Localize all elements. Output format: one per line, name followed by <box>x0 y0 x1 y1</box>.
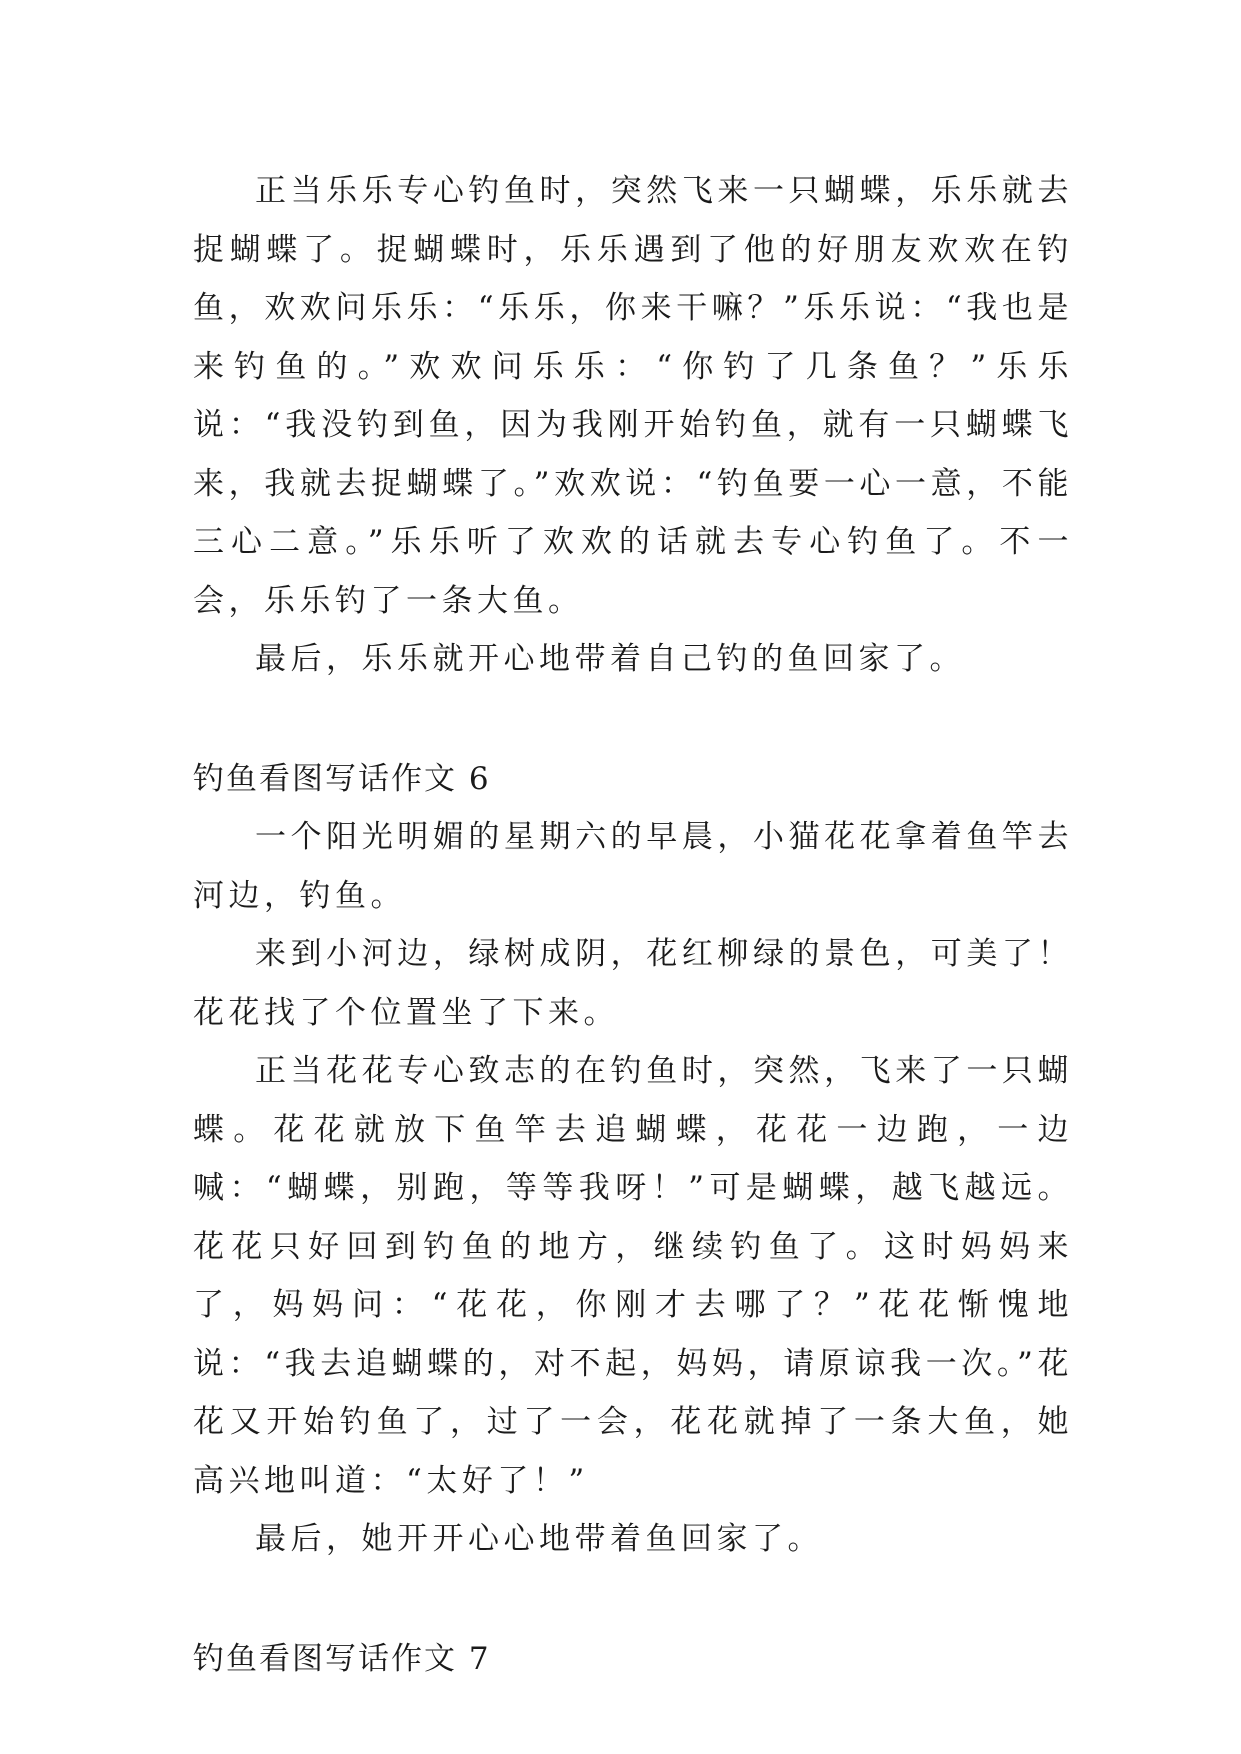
paragraph: 来到小河边，绿树成阴，花红柳绿的景色，可美了！花花找了个位置坐了下来。 <box>193 936 1073 1031</box>
paragraph: 一个阳光明媚的星期六的早晨，小猫花花拿着鱼竿去河边，钓鱼。 <box>193 819 1073 914</box>
paragraph: 正当花花专心致志的在钓鱼时，突然，飞来了一只蝴蝶。花花就放下鱼竿去追蝴蝶，花花一边跑，一边喊：“蝴蝶，别跑，等等我呀！”可是蝴蝶，越飞越远。花花只好回到钓鱼的地方，继续钓鱼了。这时妈妈来了，妈妈问：“花花，你刚才去哪了？”花花惭愧地说：“我去追蝴蝶的，对不起，妈妈，请原谅我一次。”花花又开始钓鱼了，过了一会，花花就掉了一条大鱼，她高兴地叫道：“太好了！” <box>193 1053 1073 1499</box>
document-body <box>193 162 1073 1688</box>
paragraph: 最后，乐乐就开心地带着自己钓的鱼回家了。 <box>255 641 965 677</box>
paragraph: 最后，她开开心心地带着鱼回家了。 <box>255 1521 823 1557</box>
paragraph: 正当乐乐专心钓鱼时，突然飞来一只蝴蝶，乐乐就去捉蝴蝶了。捉蝴蝶时，乐乐遇到了他的好朋友欢欢在钓鱼，欢欢问乐乐：“乐乐，你来干嘛？”乐乐说：“我也是来钓鱼的。”欢欢问乐乐：“你钓了几条鱼？”乐乐说：“我没钓到鱼，因为我刚开始钓鱼，就有一只蝴蝶飞来，我就去捉蝴蝶了。”欢欢说：“钓鱼要一心一意，不能三心二意。”乐乐听了欢欢的话就去专心钓鱼了。不一会，乐乐钓了一条大鱼。 <box>193 173 1073 619</box>
section-spacer <box>193 689 1073 750</box>
section-heading: 钓鱼看图写话作文 7 <box>193 1640 491 1677</box>
section-spacer <box>193 1569 1073 1630</box>
section-heading: 钓鱼看图写话作文 6 <box>193 760 491 797</box>
